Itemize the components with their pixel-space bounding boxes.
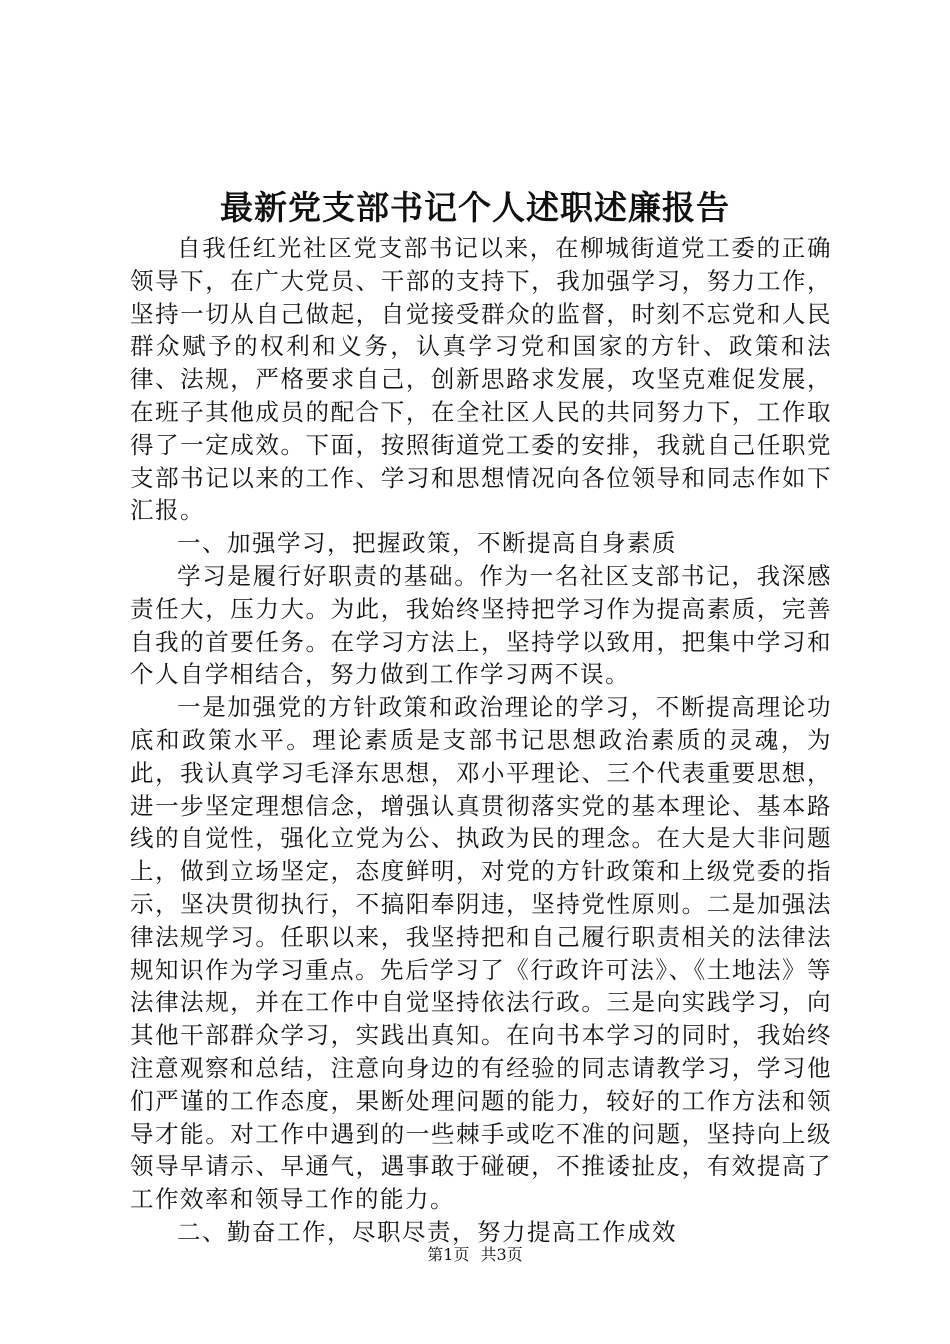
document-title: 最新党支部书记个人述职述廉报告 xyxy=(220,188,730,227)
page-total: 共3页 xyxy=(480,1245,523,1264)
document-body xyxy=(130,232,832,1249)
section-heading-2: 二、勤奋工作，尽职尽责，努力提高工作成效 xyxy=(177,1217,677,1246)
paragraph-study-details: 一是加强党的方针政策和政治理论的学习，不断提高理论功底和政策水平。理论素质是支部书记思想政治素质的灵魂，为此，我认真学习毛泽东思想，邓小平理论、三个代表重要思想，进一步坚定理想信念，增强认真贯彻落实党的基本理论、基本路线的自觉性，强化立党为公、执政为民的理念。在大是大非问题上，做到立场坚定，态度鲜明，对党的方针政策和上级党委的指示，坚决贯彻执行，不搞阳奉阴违，坚持党性原则。二是加强法律法规学习。任职以来，我坚持把和自己履行职责相关的法律法规知识作为学习重点。先后学习了《行政许可法》、《土地法》等法律法规，并在工作中自觉坚持依法行政。三是向实践学习，向其他干部群众学习，实践出真知。在向书本学习的同时，我始终注意观察和总结，注意向身边的有经验的同志请教学习，学习他们严谨的工作态度，果断处理问题的能力，较好的工作方法和领导才能。对工作中遇到的一些棘手或吃不准的问题，坚持向上级领导早请示、早通气，遇事敢于碰硬，不推诿扯皮，有效提高了工作效率和领导工作的能力。 xyxy=(130,693,832,1214)
page-footer xyxy=(0,1244,950,1266)
paragraph-study-basis: 学习是履行好职责的基础。作为一名社区支部书记，我深感责任大，压力大。为此，我始终坚持把学习作为提高素质，完善自我的首要任务。在学习方法上，坚持学以致用，把集中学习和个人自学相结合，努力做到工作学习两不误。 xyxy=(130,561,832,689)
paragraph-intro: 自我任红光社区党支部书记以来，在柳城街道党工委的正确领导下，在广大党员、干部的支持下，我加强学习，努力工作，坚持一切从自己做起，自觉接受群众的监督，时刻不忘党和人民群众赋予的权利和义务，认真学习党和国家的方针、政策和法律、法规，严格要求自己，创新思路求发展，攻坚克难促发展，在班子其他成员的配合下，在全社区人民的共同努力下，工作取得了一定成效。下面，按照街道党工委的安排，我就自己任职党支部书记以来的工作、学习和思想情况向各位领导和同志作如下汇报。 xyxy=(130,234,832,525)
section-heading-1: 一、加强学习，把握政策，不断提高自身素质 xyxy=(177,529,677,558)
page-number: 第1页 xyxy=(427,1245,470,1264)
